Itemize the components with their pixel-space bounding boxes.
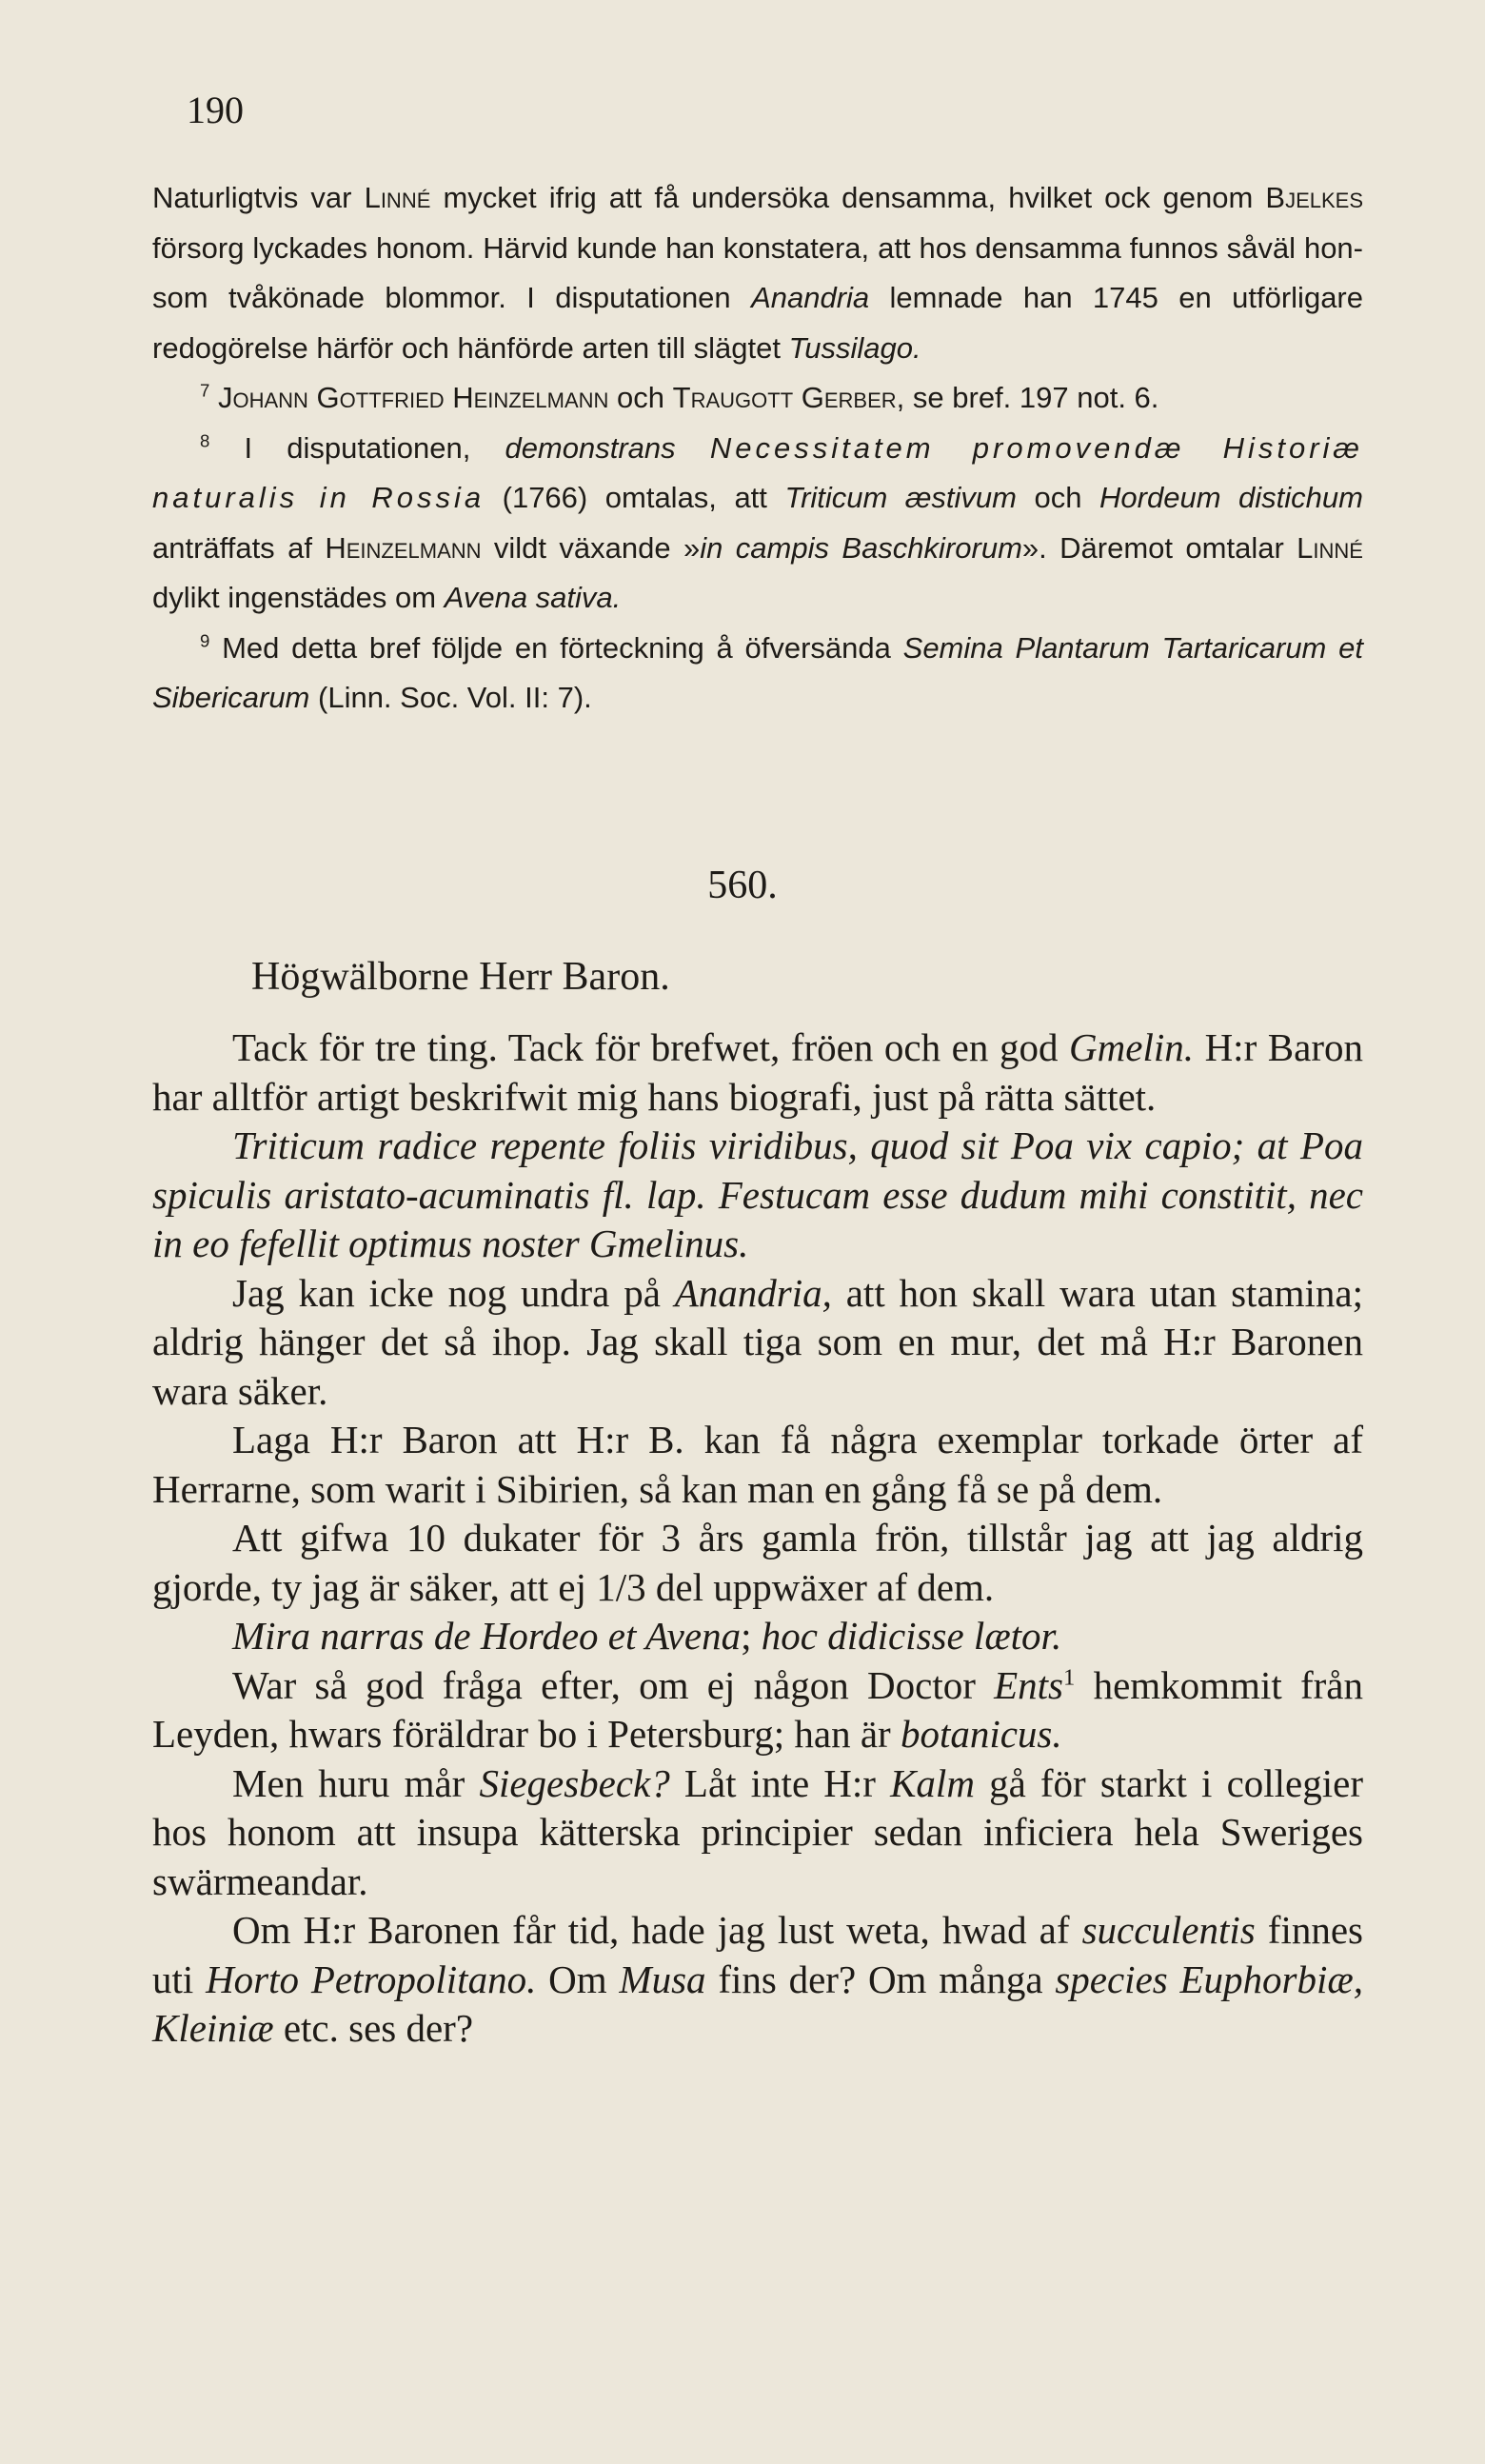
note-name: Traugott Gerber — [672, 381, 897, 414]
note-text: I disputationen, — [244, 430, 505, 465]
letter-footnote-marker: 1 — [1063, 1663, 1076, 1690]
note-italic: Semina Plantarum Tartaricarum et Sibericarum — [152, 630, 1363, 714]
note-italic: Tussilago. — [788, 330, 921, 365]
note-italic: Triticum æstivum — [784, 481, 1017, 514]
note-name: Johann Gottfried Heinzelmann — [217, 381, 609, 414]
note-text: , se bref. 197 not. 6. — [896, 381, 1159, 414]
note-text: Med detta bref följde en förteckning å öfversända — [222, 630, 903, 665]
note-italic: in campis Baschkirorum — [700, 530, 1022, 565]
footnote-marker: 9 — [200, 630, 210, 651]
letter-italic: botanicus. — [900, 1712, 1062, 1756]
footnote-marker: 8 — [200, 430, 210, 451]
note-name: Heinzelmann — [325, 530, 482, 565]
letter-paragraph-7 — [152, 1661, 1363, 1759]
note-text: ». Däremot omtalar — [1021, 530, 1297, 565]
letter-text: Jag kan icke nog undra på — [232, 1270, 675, 1315]
letter-number: 560. — [707, 864, 778, 907]
note-text: mycket ifrig att få undersöka densamma, hvilket ock genom — [430, 181, 1266, 214]
letter-paragraph-4 — [152, 1416, 1363, 1514]
letter-paragraph-5 — [152, 1514, 1363, 1612]
letter-paragraph-3 — [152, 1269, 1363, 1417]
letter-italic: Kalm — [890, 1760, 975, 1805]
letter-paragraph-1 — [152, 1023, 1363, 1122]
letter-italic: Triticum radice repente foliis viridibus, quod sit Poa vix capio; at Poa spiculis aristato-acuminatis fl. lap. Festucam esse dudum mihi constitit, nec in eo fefellit optimus noster Gmelinus. — [152, 1123, 1363, 1265]
note-text: (Linn. Soc. Vol. II: 7). — [309, 681, 592, 714]
letter-text: Att gifwa 10 dukater för 3 års gamla frön, tillstår jag att jag aldrig gjorde, ty jag är säker, att ej — [152, 1516, 1363, 1609]
letter-body — [152, 1023, 1363, 2054]
letter-text: etc. ses der? — [273, 2006, 474, 2050]
letter-text: Laga H:r Baron att H:r B. kan få några exemplar torkade örter af Herrarne, som warit i Sibirien, så kan man en gång få se på dem. — [152, 1418, 1363, 1511]
letter-text: gå för starkt i collegier hos honom att insupa kätterska principier sedan inficiera hela Sweriges swärmeandar. — [152, 1760, 1363, 1903]
footnote-marker: 7 — [200, 380, 210, 401]
footnote-8 — [152, 424, 1363, 624]
letter-text: finnes uti — [152, 1908, 1363, 2001]
letter-italic: hoc didicisse lætor. — [761, 1614, 1062, 1658]
letter-italic: Mira narras de Hordeo et Avena — [232, 1614, 742, 1658]
note-text: Naturligtvis var — [152, 181, 365, 214]
letter-salutation: Högwälborne Herr Baron. — [251, 955, 670, 999]
note-text: vildt växande » — [481, 530, 701, 565]
letter-text: Låt inte H:r — [669, 1760, 891, 1805]
note-text: (1766) omtalas, att — [485, 481, 785, 514]
letter-fraction: 1/3 — [596, 1564, 646, 1609]
footnote-7 — [152, 373, 1363, 424]
note-text: lemnade han 1745 en utförligare redogörelse härför och hänförde arten till slägtet — [152, 281, 1363, 365]
note-text: och — [1017, 481, 1100, 514]
letter-text: Tack för tre ting. Tack för brefwet, fröen och en god — [232, 1025, 1070, 1069]
note-italic: Hordeum distichum — [1099, 481, 1363, 514]
note-italic-spaced: Necessitatem promovendæ Historiæ naturalis in Rossia — [152, 430, 1363, 514]
letter-italic: species Euphorbiæ, Kleiniæ — [152, 1957, 1364, 2050]
letter-paragraph-2 — [152, 1122, 1363, 1269]
letter-italic: Siegesbeck? — [479, 1760, 670, 1805]
letter-paragraph-9 — [152, 1906, 1363, 2054]
footnotes — [152, 173, 1363, 724]
note-text: och — [608, 381, 673, 414]
letter-italic: Horto Petropolitano. — [206, 1957, 537, 2001]
note-text: dylikt ingenstädes om — [152, 581, 445, 614]
footnote-continuation — [152, 173, 1363, 373]
page-number: 190 — [187, 89, 244, 131]
letter-italic: Gmelin. — [1069, 1025, 1194, 1069]
letter-paragraph-8 — [152, 1759, 1363, 1907]
letter-italic: succulentis — [1081, 1908, 1256, 1952]
letter-text: ; — [741, 1614, 762, 1658]
letter-text: H:r Baron har alltför artigt beskrifwit mig hans biografi, just på rätta sättet. — [152, 1025, 1363, 1119]
letter-text: att hon skall wara utan stamina; aldrig hänger det så ihop. Jag skall tiga som en mur, det må H:r Baronen wara säker. — [152, 1270, 1364, 1413]
footnote-9 — [152, 624, 1363, 724]
letter-paragraph-6 — [152, 1612, 1363, 1661]
letter-text: Om — [536, 1957, 620, 2001]
letter-italic: Anandria, — [674, 1270, 832, 1315]
letter-text: War så god fråga efter, om ej någon Doctor — [232, 1662, 995, 1707]
letter-text: Om H:r Baronen får tid, hade jag lust weta, hwad af — [232, 1908, 1082, 1952]
note-name: Linné — [364, 181, 431, 214]
note-italic: Avena sativa. — [444, 581, 622, 614]
note-text: försorg lyckades honom. Härvid kunde han konstatera, att hos densamma funnos såväl hon- som tvåkönade blommor. I disputationen — [152, 230, 1363, 314]
note-name: Linné — [1297, 530, 1363, 565]
letter-italic: Ents — [994, 1662, 1064, 1707]
letter-text: Men huru mår — [232, 1760, 480, 1805]
letter-text: del uppwäxer af dem. — [645, 1564, 995, 1609]
note-italic: Anandria — [751, 281, 870, 314]
letter-italic: Musa — [619, 1957, 706, 2001]
letter-text: fins der? Om många — [705, 1957, 1056, 2001]
note-italic: demonstrans — [505, 430, 676, 465]
note-text: anträffats af — [152, 530, 326, 565]
note-name: Bjelkes — [1265, 181, 1364, 214]
letter-text: hemkommit från Leyden, hwars föräldrar bo i Petersburg; han är — [152, 1662, 1363, 1756]
